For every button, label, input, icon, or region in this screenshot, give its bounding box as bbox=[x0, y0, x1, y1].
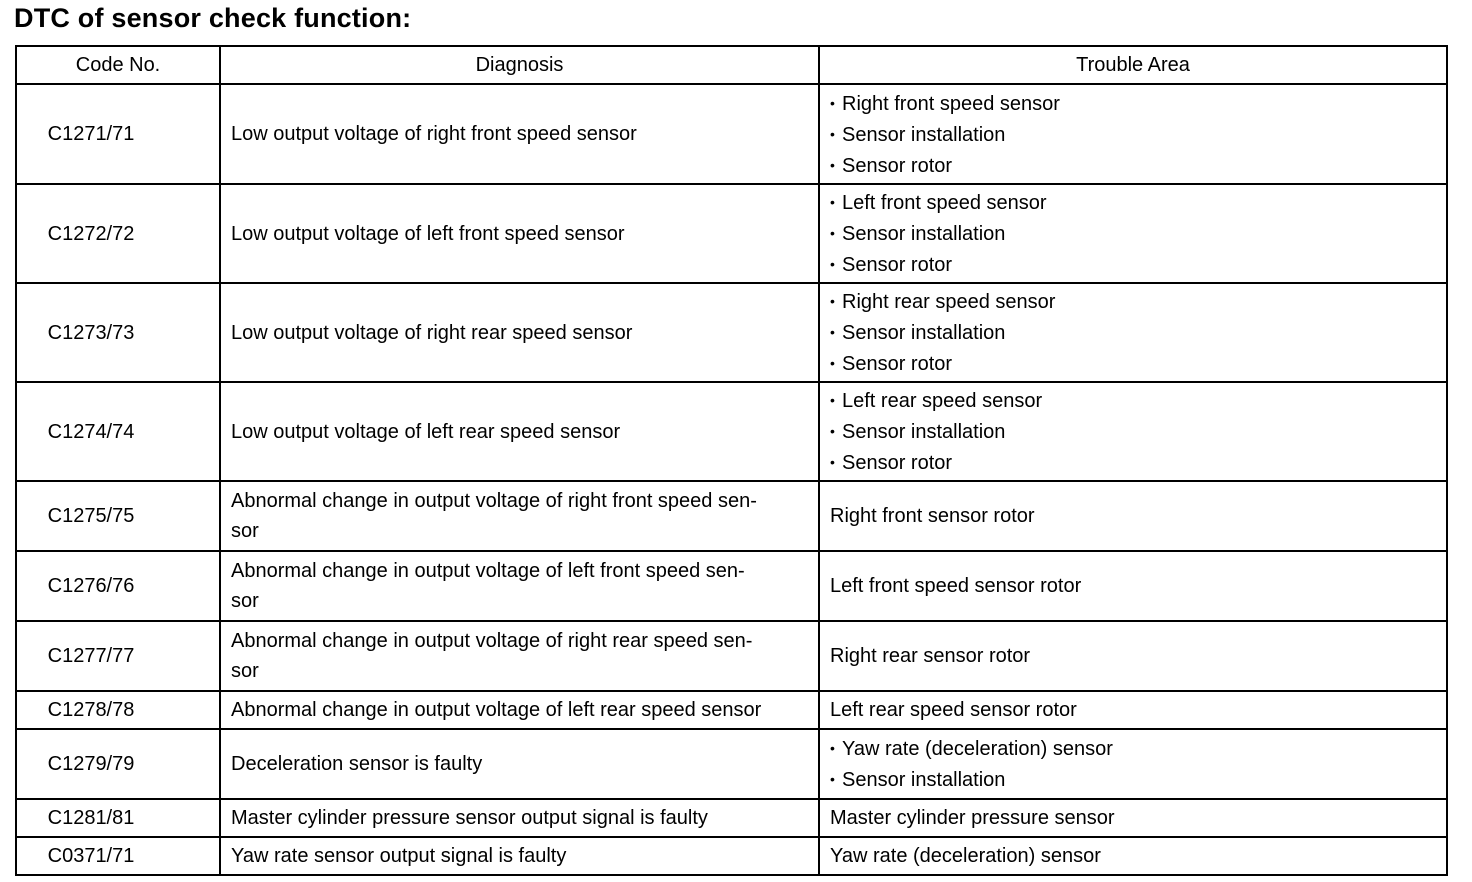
diagnosis-line: Abnormal change in output voltage of right rear speed sen- bbox=[231, 630, 753, 652]
table-row bbox=[16, 283, 1447, 382]
trouble-area-cell: Master cylinder pressure sensor bbox=[819, 799, 1447, 837]
code-cell: C1273/73 bbox=[16, 283, 220, 382]
page-title: DTC of sensor check function: bbox=[14, 3, 412, 33]
trouble-area-text: Right rear speed sensor bbox=[842, 291, 1056, 313]
code-cell: C1276/76 bbox=[16, 551, 220, 621]
trouble-area-text: Sensor installation bbox=[842, 123, 1006, 146]
bullet-icon: • bbox=[830, 355, 835, 371]
diagnosis-cell bbox=[220, 551, 819, 621]
trouble-area-item bbox=[830, 150, 1436, 181]
trouble-area-text: Left rear speed sensor bbox=[842, 390, 1043, 412]
trouble-area-text: Sensor installation bbox=[842, 769, 1006, 791]
diagnosis-line: Abnormal change in output voltage of right front speed sen- bbox=[231, 490, 757, 512]
trouble-area-item bbox=[830, 119, 1436, 150]
table-row bbox=[16, 551, 1447, 621]
table-row bbox=[16, 799, 1447, 837]
bullet-icon: • bbox=[830, 156, 835, 173]
trouble-area-text: Yaw rate (deceleration) sensor bbox=[842, 738, 1113, 760]
dtc-table bbox=[15, 45, 1448, 876]
bullet-icon: • bbox=[830, 194, 835, 210]
diagnosis-cell: Low output voltage of right front speed sensor bbox=[220, 84, 819, 184]
bullet-icon: • bbox=[830, 454, 835, 470]
diagnosis-cell: Low output voltage of right rear speed sensor bbox=[220, 283, 819, 382]
header-row bbox=[16, 46, 1447, 84]
diagnosis-cell: Abnormal change in output voltage of left rear speed sensor bbox=[220, 691, 819, 729]
code-cell: C0371/71 bbox=[16, 837, 220, 875]
table-row bbox=[16, 621, 1447, 691]
diagnosis-line: sor bbox=[231, 520, 259, 542]
bullet-icon: • bbox=[830, 94, 835, 111]
trouble-area-cell bbox=[819, 184, 1447, 283]
trouble-area-cell bbox=[819, 382, 1447, 481]
bullet-icon: • bbox=[830, 293, 835, 309]
code-cell: C1279/79 bbox=[16, 729, 220, 799]
trouble-area-item bbox=[830, 416, 1436, 447]
table-header bbox=[16, 46, 1447, 84]
header-trouble-area: Trouble Area bbox=[819, 46, 1447, 84]
code-cell: C1281/81 bbox=[16, 799, 220, 837]
trouble-area-item bbox=[830, 385, 1436, 416]
code-cell: C1271/71 bbox=[16, 84, 220, 184]
bullet-icon: • bbox=[830, 392, 835, 408]
trouble-area-cell bbox=[819, 729, 1447, 799]
trouble-area-cell: Right rear sensor rotor bbox=[819, 621, 1447, 691]
code-cell: C1278/78 bbox=[16, 691, 220, 729]
trouble-area-cell: Left front speed sensor rotor bbox=[819, 551, 1447, 621]
trouble-area-item bbox=[830, 88, 1436, 119]
table-row bbox=[16, 382, 1447, 481]
table-row bbox=[16, 481, 1447, 551]
table-body bbox=[16, 84, 1447, 875]
diagnosis-cell: Low output voltage of left front speed sensor bbox=[220, 184, 819, 283]
trouble-area-text: Sensor installation bbox=[842, 322, 1006, 344]
diagnosis-cell: Yaw rate sensor output signal is faulty bbox=[220, 837, 819, 875]
diagnosis-line: sor bbox=[231, 590, 259, 612]
header-code: Code No. bbox=[16, 46, 220, 84]
diagnosis-cell bbox=[220, 481, 819, 551]
trouble-area-item bbox=[830, 249, 1436, 280]
trouble-area-cell: Left rear speed sensor rotor bbox=[819, 691, 1447, 729]
trouble-area-text: Sensor installation bbox=[842, 223, 1006, 245]
trouble-area-cell: Yaw rate (deceleration) sensor bbox=[819, 837, 1447, 875]
code-cell: C1277/77 bbox=[16, 621, 220, 691]
code-cell: C1274/74 bbox=[16, 382, 220, 481]
trouble-area-text: Sensor rotor bbox=[842, 154, 953, 177]
bullet-icon: • bbox=[830, 256, 835, 272]
diagnosis-line: sor bbox=[231, 660, 259, 682]
trouble-area-item bbox=[830, 764, 1436, 795]
trouble-area-text: Sensor installation bbox=[842, 421, 1006, 443]
table-row bbox=[16, 729, 1447, 799]
diagnosis-cell: Master cylinder pressure sensor output signal is faulty bbox=[220, 799, 819, 837]
diagnosis-cell bbox=[220, 621, 819, 691]
trouble-area-text: Sensor rotor bbox=[842, 452, 953, 474]
diagnosis-line: Abnormal change in output voltage of left front speed sen- bbox=[231, 560, 745, 582]
table-row bbox=[16, 184, 1447, 283]
trouble-area-text: Sensor rotor bbox=[842, 353, 953, 375]
bullet-icon: • bbox=[830, 423, 835, 439]
trouble-area-item bbox=[830, 447, 1436, 478]
trouble-area-item bbox=[830, 286, 1436, 317]
bullet-icon: • bbox=[830, 771, 835, 787]
trouble-area-cell bbox=[819, 283, 1447, 382]
trouble-area-text: Sensor rotor bbox=[842, 254, 953, 276]
diagnosis-cell: Deceleration sensor is faulty bbox=[220, 729, 819, 799]
trouble-area-text: Right front speed sensor bbox=[842, 92, 1060, 115]
code-cell: C1275/75 bbox=[16, 481, 220, 551]
diagnosis-cell: Low output voltage of left rear speed sensor bbox=[220, 382, 819, 481]
table-row bbox=[16, 691, 1447, 729]
trouble-area-item bbox=[830, 187, 1436, 218]
trouble-area-item bbox=[830, 733, 1436, 764]
bullet-icon: • bbox=[830, 125, 835, 142]
bullet-icon: • bbox=[830, 324, 835, 340]
header-diagnosis: Diagnosis bbox=[220, 46, 819, 84]
trouble-area-item bbox=[830, 317, 1436, 348]
bullet-icon: • bbox=[830, 225, 835, 241]
trouble-area-cell: Right front sensor rotor bbox=[819, 481, 1447, 551]
trouble-area-item bbox=[830, 348, 1436, 379]
table-row bbox=[16, 837, 1447, 875]
bullet-icon: • bbox=[830, 740, 835, 756]
code-cell: C1272/72 bbox=[16, 184, 220, 283]
table-row bbox=[16, 84, 1447, 184]
trouble-area-text: Left front speed sensor bbox=[842, 192, 1047, 214]
trouble-area-cell bbox=[819, 84, 1447, 184]
trouble-area-item bbox=[830, 218, 1436, 249]
